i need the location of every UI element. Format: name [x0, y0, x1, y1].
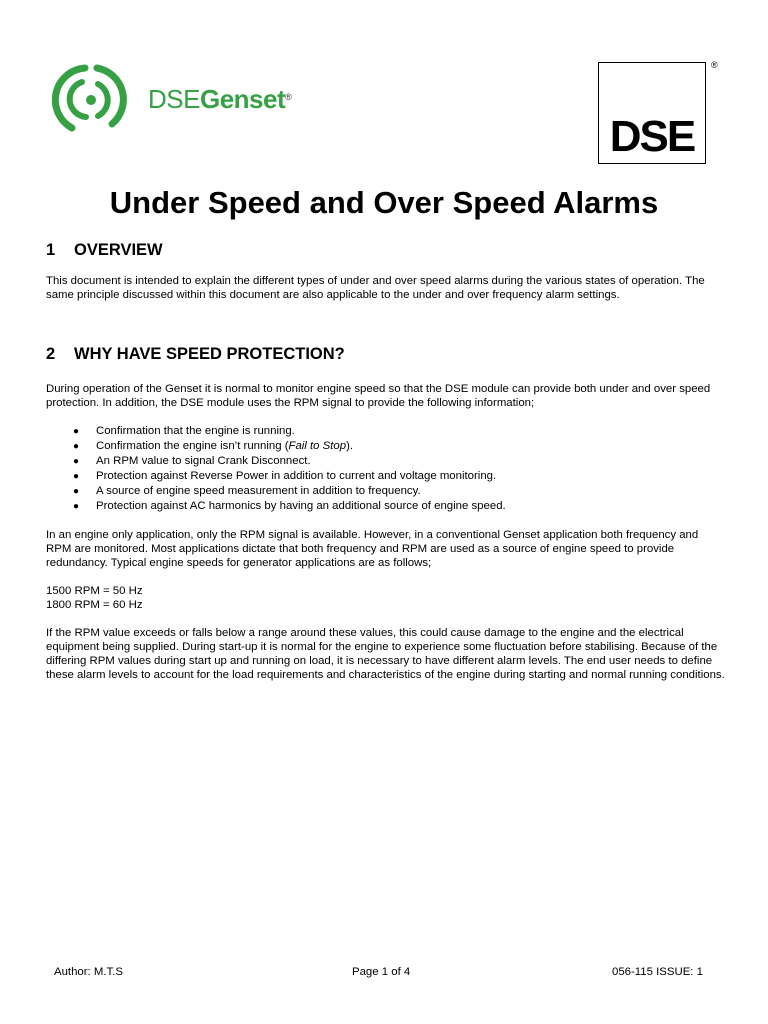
list-item: ● An RPM value to signal Crank Disconnect.: [73, 455, 311, 467]
section-2-heading: [46, 344, 345, 364]
dsegenset-wordmark: [148, 84, 291, 114]
dse-box-logo-registered: ®: [711, 60, 718, 70]
speed-info-list: [46, 424, 726, 514]
dsegenset-logo: [52, 62, 312, 138]
bullet-icon: ●: [73, 486, 80, 497]
speed-line-50hz: 1500 RPM = 50 Hz: [46, 585, 143, 597]
section-2-heading-text: WHY HAVE SPEED PROTECTION?: [74, 345, 345, 363]
footer-page-number: Page 1 of 4: [352, 966, 411, 978]
section-1-number: 1: [46, 241, 56, 259]
list-item: ● Confirmation the engine isn’t running (Fail to Stop).: [73, 440, 354, 452]
section-2-number: 2: [46, 345, 56, 363]
section-1-heading-text: OVERVIEW: [74, 241, 163, 259]
bullet-icon: ●: [73, 426, 80, 437]
list-item: ● Confirmation that the engine is running.: [73, 425, 295, 437]
section-1-heading: [46, 240, 163, 260]
dse-box-logo: [598, 62, 706, 164]
speed-line-60hz: 1800 RPM = 60 Hz: [46, 599, 143, 611]
wordmark-dse: DSE: [148, 84, 200, 114]
fail-to-stop-text: Fail to Stop: [288, 440, 347, 452]
section-2-intro: During operation of the Genset it is normal to monitor engine speed so that the DSE module can provide both under and over speed protection. In addition, the DSE module uses the RPM signal to provide the following information;: [46, 383, 711, 409]
bullet-icon: ●: [73, 501, 80, 512]
document-title: Under Speed and Over Speed Alarms: [109, 185, 659, 220]
footer-issue: 056-115 ISSUE: 1: [612, 966, 703, 978]
section-2-paragraph-3: If the RPM value exceeds or falls below a range around these values, this could cause damage to the engine and the electrical equipment being supplied. During start-up it is normal for the engine to experience some fluctuation before stabilising. Because of the differing RPM values during start up and running on load, it is necessary to have different alarm levels. The end user needs to define these alarm levels to account for the load requirements and characteristics of the engine during starting and normal running conditions.: [46, 627, 725, 681]
dsegenset-logo-mark-icon: [52, 62, 130, 138]
dse-box-logo-text: DSE: [609, 112, 695, 161]
wordmark-genset: Genset: [199, 84, 286, 114]
section-2-paragraph-2: In an engine only application, only the RPM signal is available. However, in a conventional Genset application both frequency and RPM are monitored. Most applications dictate that both frequency and RPM are used as a source of engine speed to provide redundancy. Typical engine speeds for generator applications are as follows;: [46, 529, 699, 569]
wordmark-registered: ®: [285, 92, 292, 102]
list-item: ● Protection against AC harmonics by having an additional source of engine speed.: [73, 500, 506, 512]
footer-author: Author: M.T.S: [54, 966, 123, 978]
bullet-icon: ●: [73, 456, 80, 467]
list-item: ● A source of engine speed measurement in addition to frequency.: [73, 485, 421, 497]
bullet-icon: ●: [73, 471, 80, 482]
list-item: ● Protection against Reverse Power in addition to current and voltage monitoring.: [73, 470, 497, 482]
section-1-paragraph: This document is intended to explain the different types of under and over speed alarms during the various states of operation. The same principle discussed within this document are also applicable to the under and over frequency alarm settings.: [46, 275, 705, 301]
bullet-icon: ●: [73, 441, 80, 452]
